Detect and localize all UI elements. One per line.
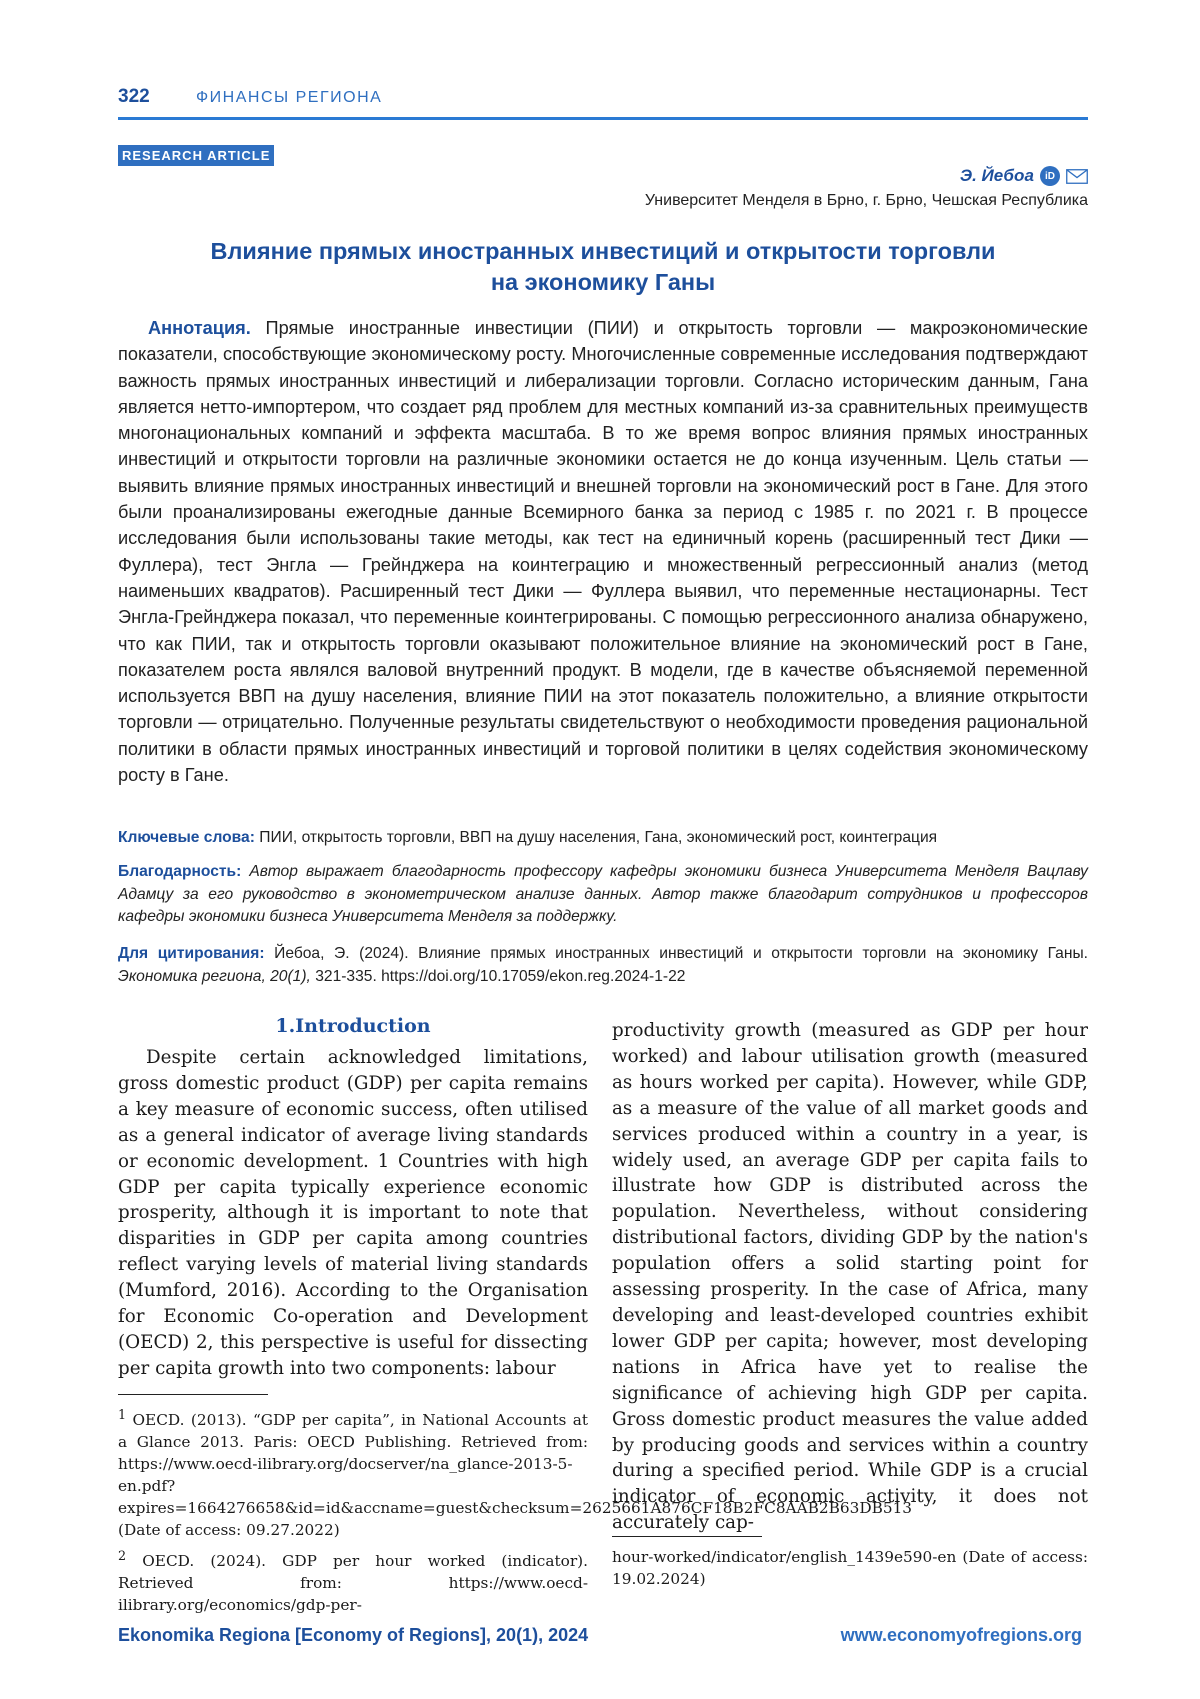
header-divider (118, 117, 1088, 120)
footnote-2-continued: hour-worked/indicator/english_1439e590-en (Date of access: 19.02.2024) (612, 1548, 1088, 1588)
keywords-label: Ключевые слова: (118, 829, 255, 846)
footnote-text: OECD. (2013). “GDP per capita”, in National Accounts at a Glance 2013. Paris: OECD Publishing. Retrieved from: https://www.oecd-ilibrary.org/docserver/na_glance-2013-5-en.pdf?expires=1664276658&id=id&accname=guest&checksum=2625661A876CF18B2FC8AAB2B63DB513 (Date of access: 09.27.2022) (118, 1411, 913, 1540)
abstract (118, 315, 1088, 788)
article-type-badge: RESEARCH ARTICLE (118, 145, 274, 166)
abstract-label: Аннотация. (148, 318, 251, 338)
acknowledgment-label: Благодарность: (118, 863, 242, 880)
orcid-icon[interactable]: iD (1040, 166, 1060, 186)
body-column-right: productivity growth (measured as GDP per hour worked) and labour utilisation growth (measured as hours worked per capita). However, while GDP, as a measure of the value of all market goods and services produced within a country in a year, is widely used, an average GDP per capita fails to illustrate how GDP is distributed across the population. Nevertheless, without considering distributional factors, dividing GDP by the nation's population offers a solid starting point for assessing prosperity. In the case of Africa, many developing and least-developed countries exhibit lower GDP per capita; however, most developing nations in Africa have yet to realise the significance of achieving high GDP per capita. Gross domestic product measures the value added by producing goods and services within a country during a specified period. While GDP is a crucial indicator of economic activity, it does not accurately cap- (612, 1020, 1088, 1534)
footer-website-link[interactable]: www.economyofregions.org (840, 1625, 1082, 1645)
author-affiliation: Университет Менделя в Брно, г. Брно, Чешская Республика (644, 192, 1088, 209)
footnote-divider (118, 1394, 268, 1395)
keywords (118, 827, 1088, 849)
mail-icon[interactable] (1066, 169, 1088, 184)
footnote-marker: 2 (118, 1549, 127, 1564)
footer-journal: Ekonomika Regiona [Economy of Regions], 20(1), 2024 (118, 1625, 589, 1645)
footnote-2 (118, 1546, 588, 1616)
citation-journal: Экономика региона, 20(1), (118, 967, 311, 985)
footnote-text: OECD. (2024). GDP per hour worked (indicator). Retrieved from: https://www.oecd-ilibrary.org/economics/gdp-per- (118, 1552, 588, 1615)
author-name: Э. Йебоа (959, 166, 1034, 185)
citation-doi[interactable]: 321-335. https://doi.org/10.17059/ekon.reg.2024-1-22 (315, 967, 686, 985)
citation-label: Для цитирования: (118, 945, 265, 962)
title-line-2: на экономику Ганы (490, 269, 716, 295)
author-row (960, 166, 1088, 186)
abstract-text: Прямые иностранные инвестиции (ПИИ) и открытость торговли — макроэкономические показатели, способствующие экономическому росту. Многочисленные современные исследования подтверждают важность прямых иностранных инвестиций и либерализации торговли. Согласно историческим данным, Гана является нетто-импортером, что создает ряд проблем для местных компаний из-за сравнительных преимуществ многонациональных компаний и эффекта масштаба. В то же время вопрос влияния прямых иностранных инвестиций и открытости торговли на различные экономики остается не до конца изученным. Цель статьи — выявить влияние прямых иностранных инвестиций и внешней торговли на экономический рост в Гане. Для этого были проанализированы ежегодные данные Всемирного банка за период с 1985 г. по 2021 г. В процессе исследования были использованы такие методы, как тест на единичный корень (расширенный тест Дики — Фуллера), тест Энгла — Грейнджера на коинтеграцию и множественный регрессионный анализ (метод наименьших квадратов). Расширенный тест Дики — Фуллера выявил, что переменные нестационарны. Тест Энгла-Грейнджера показал, что переменные коинтегрированы. С помощью регрессионного анализа обнаружено, что как ПИИ, так и открытость торговли оказывают положительное влияние на экономический рост в Гане, показателем роста являлся валовой внутренний продукт. В модели, где в качестве объясняемой переменной используется ВВП на душу населения, влияние ПИИ на этот показатель положительно, а влияние открытости торговли — отрицательно. Полученные результаты свидетельствуют о необходимости проведения рациональной политики в области прямых иностранных инвестиций и торговой политики в целях содействия экономическому росту в Гане. (118, 318, 1088, 786)
citation-text: Йебоа, Э. (2024). Влияние прямых иностранных инвестиций и открытости торговли на экономику Ганы. (274, 945, 1088, 962)
footnote-marker: 1 (118, 1408, 127, 1423)
body-column-left: Despite certain acknowledged limitations, gross domestic product (GDP) per capita remains a key measure of economic success, often utilised as a general indicator of average living standards or economic development. 1 Countries with high GDP per capita typically experience economic prosperity, although it is important to note that disparities in GDP per capita among countries reflect varying levels of material living standards (Mumford, 2016). According to the Organisation for Economic Co-operation and Development (OECD) 2, this perspective is useful for dissecting per capita growth into two components: labour (118, 1047, 588, 1379)
citation (118, 943, 1088, 988)
title-line-1: Влияние прямых иностранных инвестиций и открытости торговли (210, 238, 996, 264)
section-heading: 1.Introduction (275, 1015, 431, 1037)
footnote-divider (612, 1536, 762, 1537)
acknowledgment-text: Автор выражает благодарность профессору кафедры экономики бизнеса Университета Менделя Вацлаву Адамцу за его руководство в эконометрическом анализе данных. Автор также благодарит сотрудников и профессоров кафедры экономики бизнеса Университета Менделя за поддержку. (118, 863, 1088, 925)
footnote-1 (118, 1405, 913, 1541)
article-title (118, 236, 1088, 298)
page-number: 322 (118, 86, 150, 107)
keywords-text: ПИИ, открытость торговли, ВВП на душу населения, Гана, экономический рост, коинтеграция (259, 829, 938, 846)
journal-section: ФИНАНСЫ РЕГИОНА (196, 89, 383, 106)
acknowledgment (118, 861, 1088, 929)
